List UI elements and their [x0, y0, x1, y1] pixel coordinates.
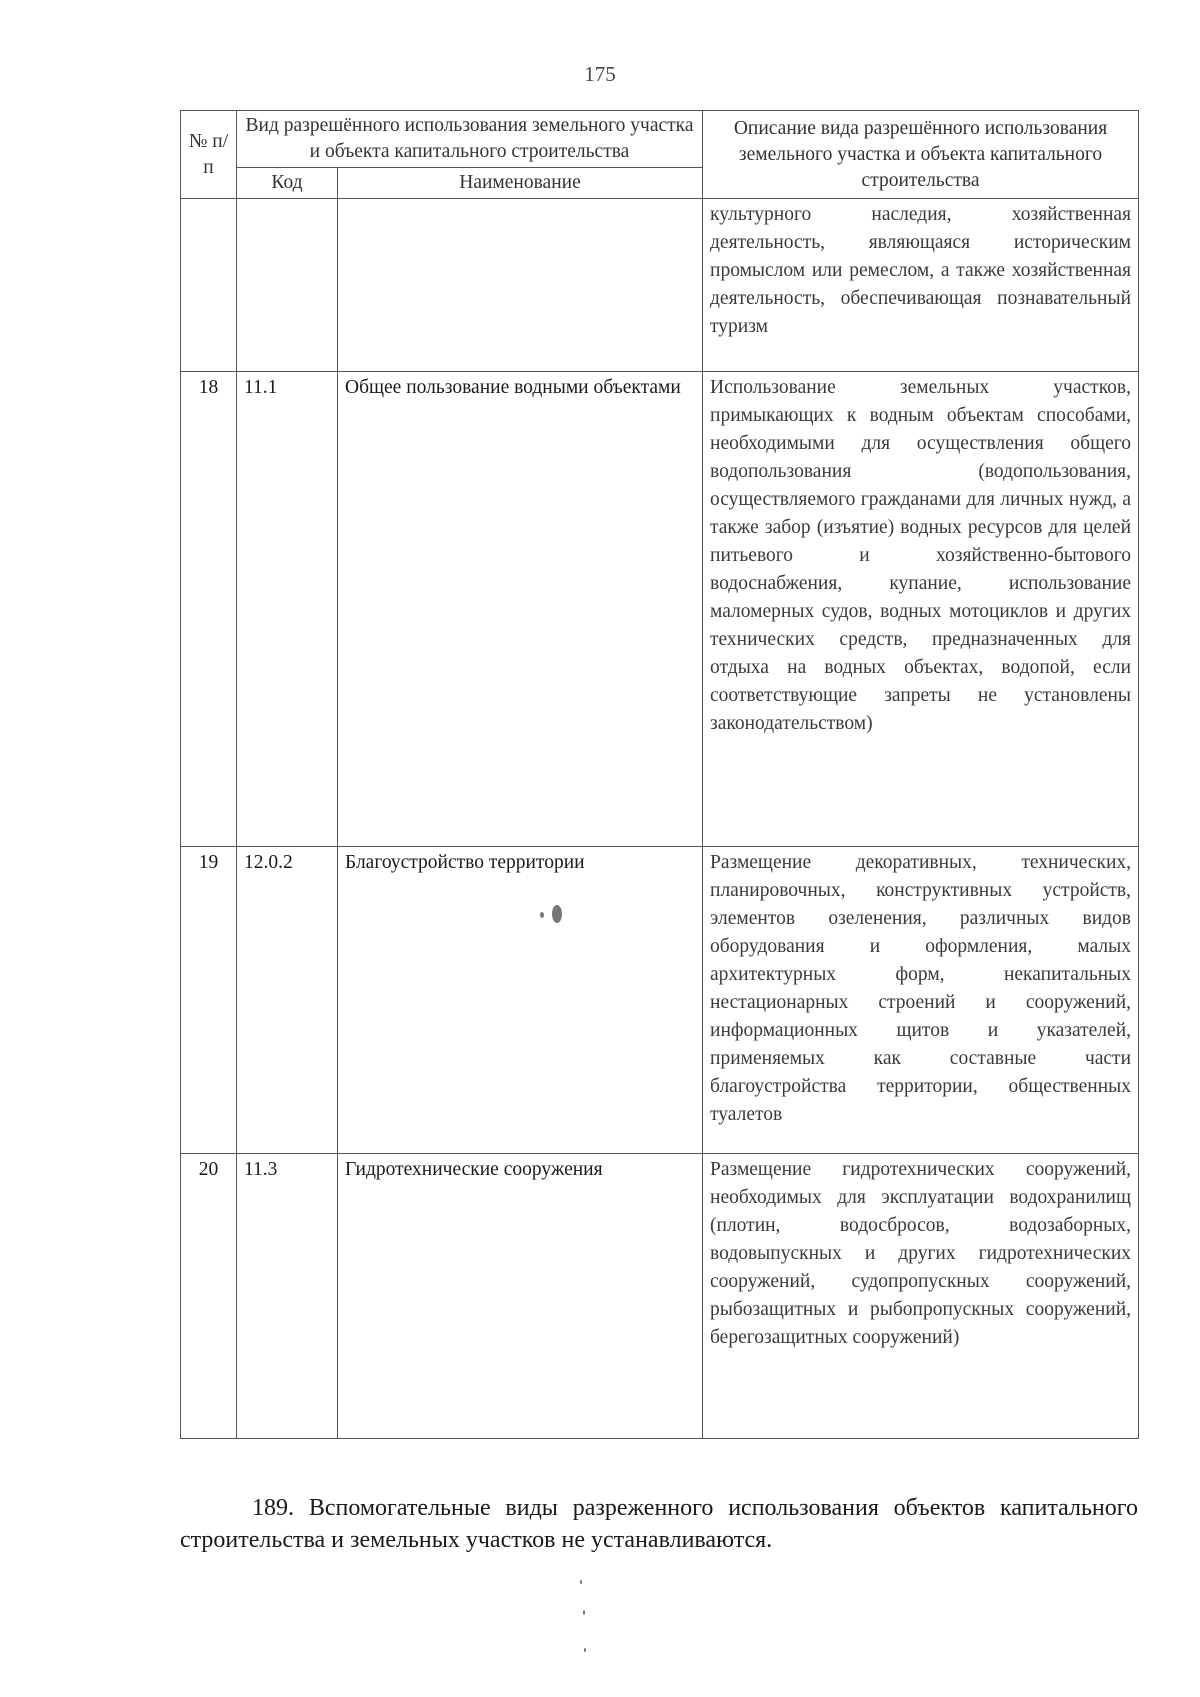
row-code: 12.0.2	[237, 847, 338, 1154]
table-row	[181, 372, 1139, 847]
table-row	[181, 847, 1139, 1154]
scan-speck	[583, 1610, 585, 1615]
row-description: Использование земельных участков, примыкающих к водным объектам способами, необходимыми для осуществления общего водопользования (водопользования, осуществляемого гражданами для личных нужд, а также забор (изъятие) водных ресурсов для целей питьевого и хозяйственно-бытового водоснабжения, купание, использование маломерных судов, водных мотоциклов и других технических средств, предназначенных для отдыха на водных объектах, водопой, если соответствующие запреты не установлены законодательством)	[703, 372, 1139, 847]
row-description: Размещение гидротехнических сооружений, необходимых для эксплуатации водохранилищ (плотин, водосбросов, водозаборных, водовыпускных и других гидротехнических сооружений, судопропускных сооружений, рыбозащитных и рыбопропускных сооружений, берегозащитных сооружений)	[703, 1154, 1139, 1439]
header-num: № п/п	[181, 111, 237, 199]
header-name: Наименование	[338, 168, 703, 199]
row-name: Общее пользование водными объектами	[338, 372, 703, 847]
header-code: Код	[237, 168, 338, 199]
header-group: Вид разрешённого использования земельного участка и объекта капитального строительства	[237, 111, 703, 168]
header-description: Описание вида разрешённого использования земельного участка и объекта капитального строительства	[703, 111, 1139, 199]
table-row	[181, 1154, 1139, 1439]
row-description: культурного наследия, хозяйственная деятельность, являющаяся историческим промыслом или ремеслом, а также хозяйственная деятельность, обеспечивающая познавательный туризм	[703, 199, 1139, 372]
footnote-paragraph: 189. Вспомогательные виды разреженного использования объектов капитального строительства и земельных участков не устанавливаются.	[180, 1495, 1138, 1553]
scan-speck	[584, 1648, 586, 1652]
row-name	[338, 199, 703, 372]
row-code	[237, 199, 338, 372]
row-name: Гидротехнические сооружения	[338, 1154, 703, 1439]
scan-speck	[580, 1580, 582, 1584]
row-name: Благоустройство территории	[338, 847, 703, 1154]
table-row	[181, 199, 1139, 372]
scan-speck	[540, 912, 544, 918]
scan-speck	[552, 905, 562, 923]
row-num: 19	[181, 847, 237, 1154]
row-num: 20	[181, 1154, 237, 1439]
row-code: 11.1	[237, 372, 338, 847]
page-number: 175	[584, 62, 616, 86]
row-num: 18	[181, 372, 237, 847]
land-use-table	[180, 110, 1139, 1439]
row-num	[181, 199, 237, 372]
row-code: 11.3	[237, 1154, 338, 1439]
row-description: Размещение декоративных, технических, планировочных, конструктивных устройств, элементов озеленения, различных видов оборудования и оформления, малых архитектурных форм, некапитальных нестационарных строений и сооружений, информационных щитов и указателей, применяемых как составные части благоустройства территории, общественных туалетов	[703, 847, 1139, 1154]
